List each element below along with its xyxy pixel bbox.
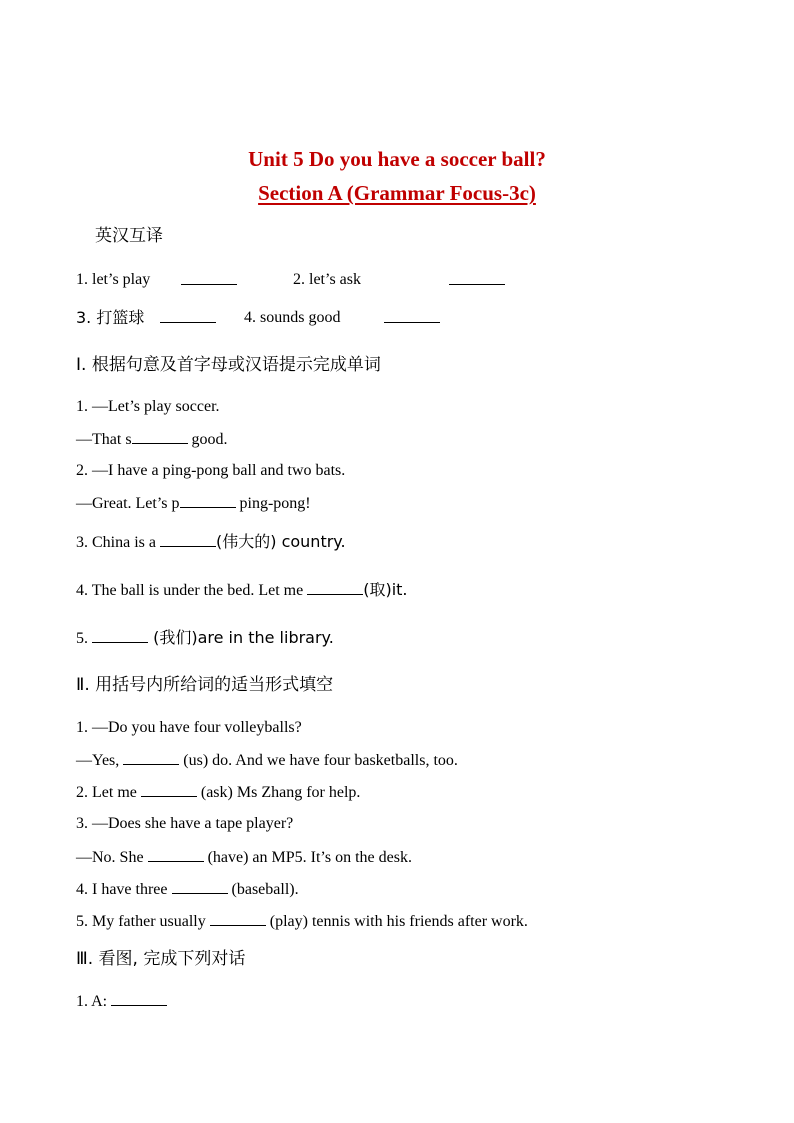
question-2 [293, 270, 361, 290]
s1-line-6 [76, 580, 408, 601]
answer-blank[interactable] [384, 308, 440, 329]
s2-line-1: 1. —Do you have four volleyballs? [76, 719, 302, 736]
s1-line-2-text: —That s [76, 431, 132, 448]
s2-line-7-rest: (play) tennis with his friends after work. [265, 913, 528, 930]
answer-blank[interactable] [123, 750, 179, 765]
answer-blank[interactable] [449, 270, 505, 291]
s1-line-6-rest: (取)it. [363, 580, 408, 599]
question-3 [76, 308, 144, 329]
s1-line-1: 1. —Let’s play soccer. [76, 398, 220, 415]
s2-line-6-text: 4. I have three [76, 881, 172, 898]
answer-blank[interactable] [141, 782, 197, 797]
s2-line-2-text: —Yes, [76, 752, 124, 769]
s1-line-6-text: 4. The ball is under the bed. Let me [76, 582, 308, 599]
answer-blank[interactable] [181, 270, 237, 291]
s1-line-3: 2. —I have a ping-pong ball and two bats. [76, 462, 346, 479]
answer-blank[interactable] [92, 628, 148, 643]
s1-line-5 [76, 532, 346, 553]
answer-blank[interactable] [132, 429, 188, 444]
s3-line-1 [76, 991, 167, 1012]
answer-blank[interactable] [160, 532, 216, 547]
s2-line-5-text: —No. She [76, 849, 148, 866]
question-4-text: 4. sounds good [244, 309, 341, 326]
s1-line-5-rest: (伟大的) country. [216, 532, 346, 551]
s2-line-4: 3. —Does she have a tape player? [76, 815, 294, 832]
s1-line-4 [76, 493, 311, 514]
s3-line-1-text: 1. A: [76, 993, 112, 1010]
s2-line-7 [76, 911, 528, 932]
answer-blank[interactable] [210, 911, 266, 926]
section-heading-1: Ⅰ. 根据句意及首字母或汉语提示完成单词 [76, 355, 381, 375]
s2-line-7-text: 5. My father usually [76, 913, 210, 930]
answer-blank[interactable] [172, 879, 228, 894]
s2-line-6-rest: (baseball). [227, 881, 299, 898]
question-1-text: 1. let’s play [76, 271, 151, 288]
section-heading-2: Ⅱ. 用括号内所给词的适当形式填空 [76, 675, 334, 695]
s1-line-5-text: 3. China is a [76, 534, 160, 551]
s2-line-2-rest: (us) do. And we have four basketballs, too. [179, 752, 458, 769]
answer-blank[interactable] [148, 847, 204, 862]
s1-line-7-rest: (我们)are in the library. [148, 628, 334, 647]
s2-line-6 [76, 879, 299, 900]
page-subtitle [0, 180, 794, 206]
answer-blank[interactable] [180, 493, 236, 508]
answer-blank[interactable] [160, 308, 216, 329]
question-2-text: 2. let’s ask [293, 271, 361, 288]
s1-line-2 [76, 429, 228, 450]
s1-line-4-rest: ping-pong! [235, 495, 311, 512]
answer-blank[interactable] [307, 580, 363, 595]
s1-line-7 [76, 628, 334, 649]
s2-line-3-text: 2. Let me [76, 784, 141, 801]
s2-line-5 [76, 847, 412, 868]
question-4 [244, 308, 340, 328]
s2-line-3-rest: (ask) Ms Zhang for help. [196, 784, 361, 801]
s2-line-5-rest: (have) an MP5. It’s on the desk. [203, 849, 412, 866]
question-1 [76, 270, 150, 290]
answer-blank[interactable] [111, 991, 167, 1006]
section-heading-3: Ⅲ. 看图, 完成下列对话 [76, 949, 246, 969]
s1-line-4-text: —Great. Let’s p [76, 495, 180, 512]
question-3-text: 3. 打篮球 [76, 308, 145, 327]
subtitle-text: Section A (Grammar Focus-3c) [258, 181, 536, 205]
s2-line-3 [76, 782, 360, 803]
s2-line-2 [76, 750, 458, 771]
s1-line-7-text: 5. [76, 630, 92, 647]
s1-line-2-rest: good. [187, 431, 228, 448]
page-title: Unit 5 Do you have a soccer ball? [248, 147, 546, 171]
section-heading-translate: 英汉互译 [95, 226, 163, 246]
